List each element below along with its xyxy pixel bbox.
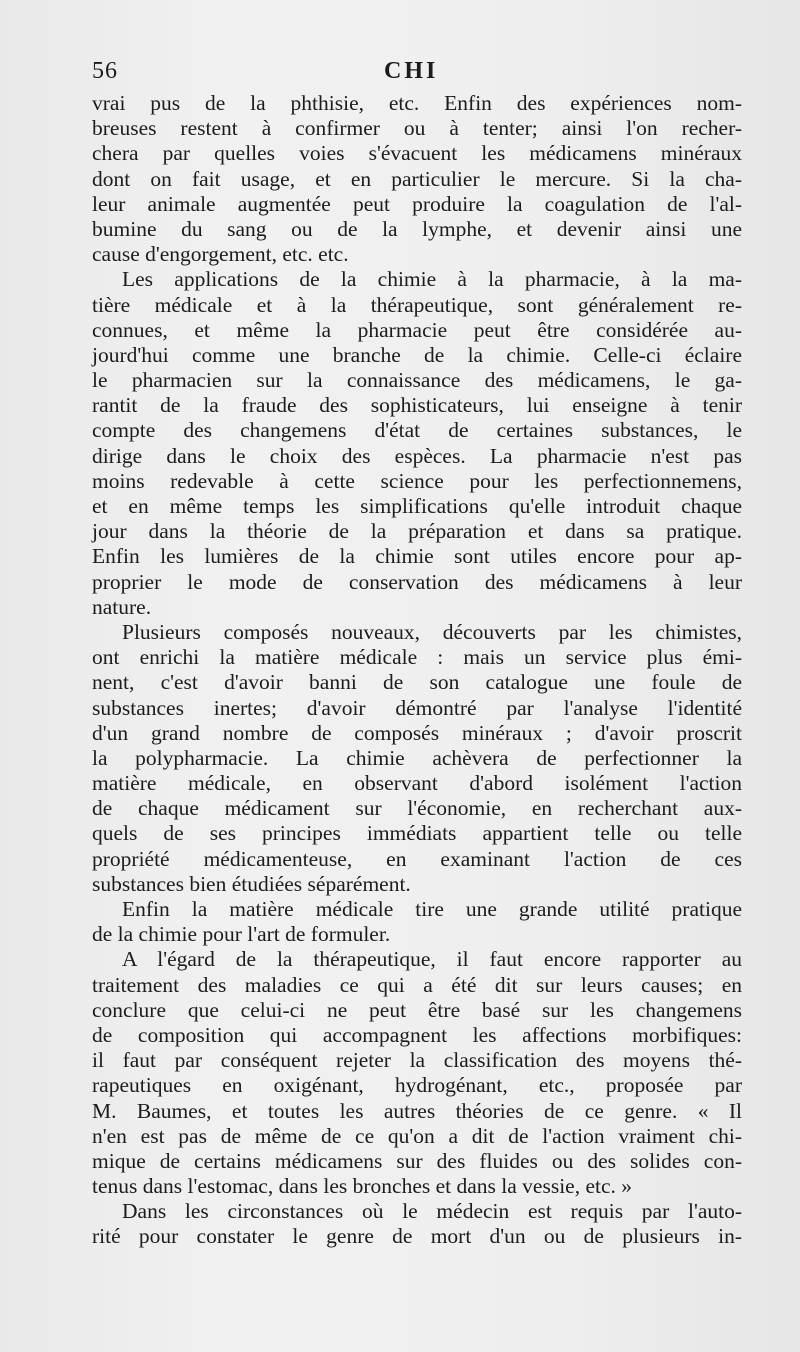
text-line: jour dans la théorie de la préparation et dans sa pratique. (92, 519, 742, 544)
text-line: le pharmacien sur la connaissance des médicamens, le ga- (92, 368, 742, 393)
text-line: et en même temps les simplifications qu'elle introduit chaque (92, 494, 742, 518)
text-line: vrai pus de la phthisie, etc. Enfin des expériences nom- (92, 91, 742, 115)
text-line: de composition qui accompagnent les affections morbifiques: (92, 1022, 742, 1047)
text-line: traitement des maladies ce qui a été dit sur leurs causes; en (92, 972, 742, 997)
text-line: cause d'engorgement, etc. etc. (92, 242, 349, 267)
text-line: rapeutiques en oxigénant, hydrogénant, etc., proposée par (92, 1073, 742, 1098)
text-line: substances inertes; d'avoir démontré par l'analyse l'identité (92, 695, 742, 720)
running-head: CHI (384, 58, 439, 84)
text-line: tière médicale et à la thérapeutique, sont généralement re- (92, 292, 742, 317)
text-line: nent, c'est d'avoir banni de son catalogue une foule de (92, 670, 742, 695)
text-line: il faut par conséquent rejeter la classification des moyens thé- (92, 1048, 742, 1073)
text-line: chera par quelles voies s'évacuent les médicamens minéraux (92, 141, 742, 166)
text-line: rantit de la fraude des sophisticateurs, lui enseigne à tenir (92, 393, 742, 418)
text-line: moins redevable à cette science pour les perfectionnemens, (92, 468, 742, 493)
text-line: de la chimie pour l'art de formuler. (92, 922, 391, 947)
text-line: M. Baumes, et toutes les autres théories de ce genre. « Il (92, 1098, 742, 1123)
text-line: mique de certains médicamens sur des fluides ou des solides con- (92, 1148, 742, 1173)
body-text (92, 91, 742, 1250)
text-line: breuses restent à confirmer ou à tenter; ainsi l'on recher- (92, 116, 742, 141)
text-line: la polypharmacie. La chimie achèvera de perfectionner la (92, 745, 742, 770)
text-line: proprier le mode de conservation des médicamens à leur (92, 569, 742, 594)
text-line: Enfin les lumières de la chimie sont utiles encore pour ap- (92, 544, 742, 569)
text-line: rité pour constater le genre de mort d'un ou de plusieurs in- (92, 1224, 742, 1249)
text-line: A l'égard de la thérapeutique, il faut encore rapporter au (122, 947, 742, 972)
text-line: dont on fait usage, et en particulier le mercure. Si la cha- (92, 166, 742, 191)
text-line: jourd'hui comme une branche de la chimie. Celle-ci éclaire (92, 342, 742, 367)
text-line: ont enrichi la matière médicale : mais un service plus émi- (92, 645, 742, 670)
text-line: Dans les circonstances où le médecin est requis par l'auto- (122, 1199, 742, 1224)
text-line: dirige dans le choix des espèces. La pharmacie n'est pas (92, 443, 742, 468)
text-line: conclure que celui-ci ne peut être basé sur les changemens (92, 997, 742, 1022)
text-line: leur animale augmentée peut produire la coagulation de l'al- (92, 191, 742, 216)
page-number: 56 (92, 58, 118, 84)
page-header (92, 58, 742, 88)
text-line: nature. (92, 594, 152, 619)
text-line: Enfin la matière médicale tire une grande utilité pratique (122, 897, 742, 921)
text-line: propriété médicamenteuse, en examinant l'action de ces (92, 846, 742, 871)
text-line: d'un grand nombre de composés minéraux ; d'avoir proscrit (92, 720, 742, 745)
text-line: Les applications de la chimie à la pharmacie, à la ma- (122, 267, 742, 292)
text-line: connues, et même la pharmacie peut être considérée au- (92, 317, 742, 342)
text-line: substances bien étudiées séparément. (92, 871, 411, 896)
text-line: matière médicale, en observant d'abord isolément l'action (92, 771, 742, 796)
text-line: compte des changemens d'état de certaines substances, le (92, 418, 742, 443)
text-line: quels de ses principes immédiats appartient telle ou telle (92, 821, 742, 846)
text-line: Plusieurs composés nouveaux, découverts par les chimistes, (122, 619, 742, 644)
text-line: de chaque médicament sur l'économie, en recherchant aux- (92, 796, 742, 821)
text-line: tenus dans l'estomac, dans les bronches et dans la vessie, etc. » (92, 1174, 633, 1199)
text-line: n'en est pas de même de ce qu'on a dit de l'action vraiment chi- (92, 1123, 742, 1148)
text-line: bumine du sang ou de la lymphe, et devenir ainsi une (92, 216, 742, 241)
